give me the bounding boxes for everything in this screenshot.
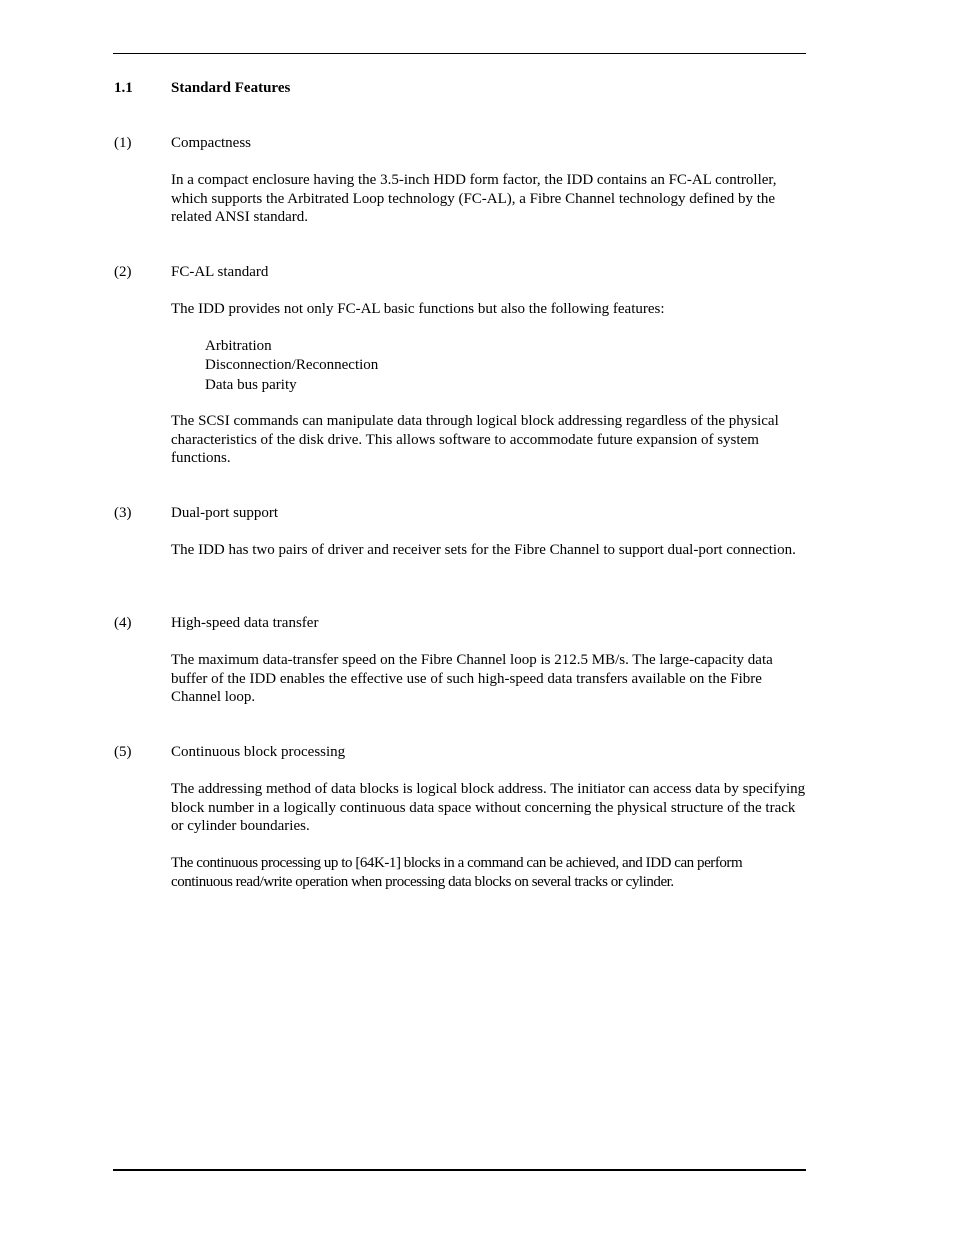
feature-paragraph-dual-port-support: The IDD has two pairs of driver and receiver sets for the Fibre Channel to support dual-port connection. xyxy=(171,542,796,558)
feature-number-5: (5) xyxy=(114,744,132,760)
feature-number-3: (3) xyxy=(114,505,132,521)
feature-paragraph-continuous-block-processing-2: The continuous processing up to [64K-1] blocks in a command can be achieved, and IDD can perform continuous read/write operation when processing data blocks on several tracks or cylinder. xyxy=(171,855,743,890)
feature-paragraph-high-speed-data-transfer: The maximum data-transfer speed on the Fibre Channel loop is 212.5 MB/s. The large-capacity data buffer of the IDD enables the effective use of such high-speed data transfers available on the Fibre Channel loop. xyxy=(171,652,773,705)
feature-paragraph-fc-al-standard: The SCSI commands can manipulate data through logical block addressing regardless of the physical characteristics of the disk drive. This allows software to accommodate future expansion of system functions. xyxy=(171,413,779,466)
footer-rule xyxy=(113,1169,806,1171)
header-rule xyxy=(113,53,806,54)
feature-number-2: (2) xyxy=(114,264,132,280)
feature-paragraph-compactness: In a compact enclosure having the 3.5-inch HDD form factor, the IDD contains an FC-AL controller, which supports the Arbitrated Loop technology (FC-AL), a Fibre Channel technology defined by the related ANSI standard. xyxy=(171,172,777,225)
list-item-data-bus-parity: Data bus parity xyxy=(205,377,297,393)
feature-number-4: (4) xyxy=(114,615,132,631)
feature-title-compactness: Compactness xyxy=(171,135,251,151)
feature-title-continuous-block-processing: Continuous block processing xyxy=(171,744,346,760)
feature-paragraph-continuous-block-processing-1: The addressing method of data blocks is logical block address. The initiator can access data by specifying block number in a logically continuous data space without concerning the physical structure of the track or cylinder boundaries. xyxy=(171,781,806,834)
list-item-disconnection-reconnection: Disconnection/Reconnection xyxy=(205,357,379,373)
feature-title-high-speed-data-transfer: High-speed data transfer xyxy=(171,615,319,631)
list-item-arbitration: Arbitration xyxy=(205,338,272,354)
feature-title-dual-port-support: Dual-port support xyxy=(171,505,279,521)
feature-intro-fc-al-standard: The IDD provides not only FC-AL basic functions but also the following features: xyxy=(171,301,665,317)
feature-number-1: (1) xyxy=(114,135,132,151)
section-number: 1.1 xyxy=(114,80,133,96)
feature-title-fc-al-standard: FC-AL standard xyxy=(171,264,269,280)
section-title: Standard Features xyxy=(171,80,291,96)
